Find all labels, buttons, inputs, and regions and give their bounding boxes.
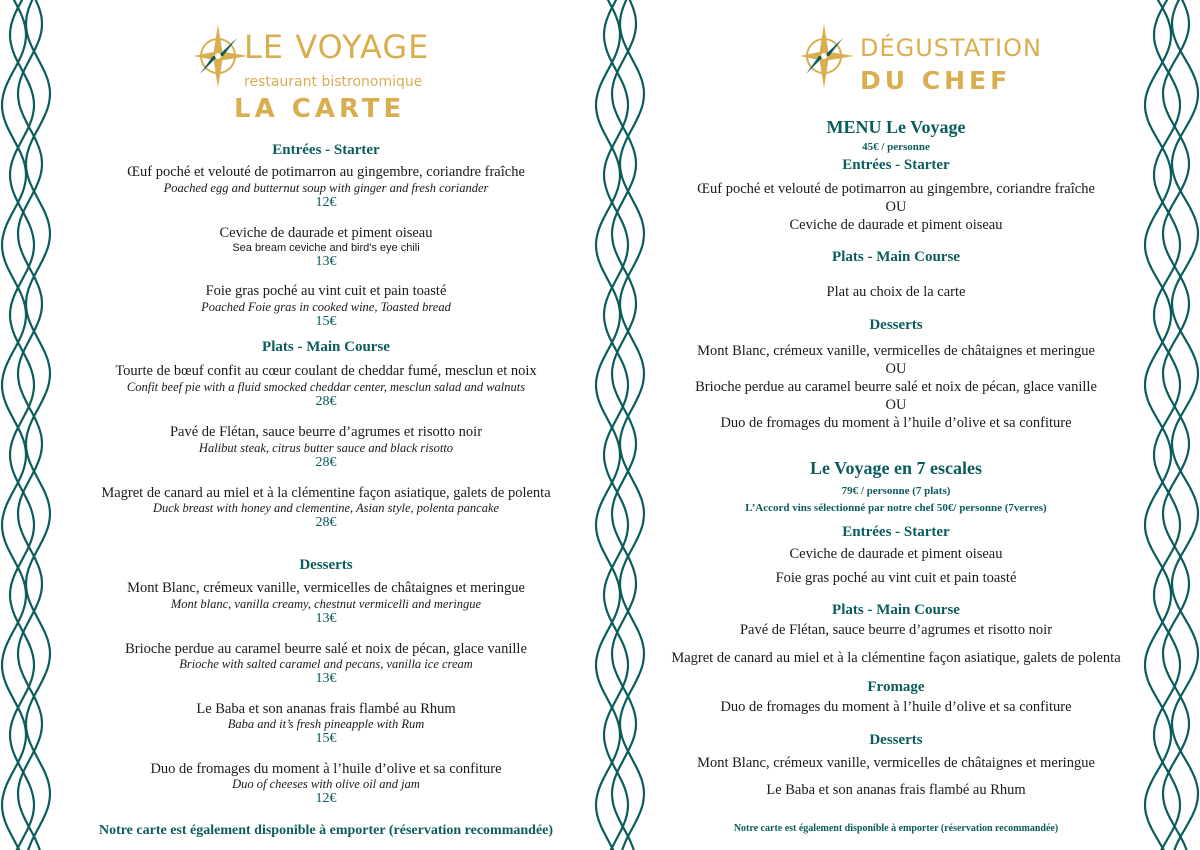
menu2-cheese-heading: Fromage bbox=[867, 679, 925, 695]
la-carte-title: LA CARTE bbox=[234, 94, 406, 124]
main-1-fr: Tourte de bœuf confit au cœur coulant de cheddar fumé, mesclun et noix bbox=[115, 363, 537, 379]
menu2-cheese: Duo de fromages du moment à l’huile d’olive et sa confiture bbox=[720, 699, 1072, 715]
menu1-main: Plat au choix de la carte bbox=[826, 284, 966, 300]
menu2-starter-2: Foie gras poché au vint cuit et pain toasté bbox=[775, 570, 1017, 586]
menu1-or-3: OU bbox=[885, 397, 907, 413]
du-chef-title: DU CHEF bbox=[860, 66, 1012, 95]
main-1-price: 28€ bbox=[315, 394, 337, 409]
main-2-price: 28€ bbox=[315, 455, 337, 470]
menu-voyage-price: 45€ / personne bbox=[862, 141, 930, 153]
menu1-dessert-1: Mont Blanc, crémeux vanille, vermicelles de châtaignes et meringue bbox=[697, 343, 1095, 359]
dessert-4-en: Duo of cheeses with olive oil and jam bbox=[232, 777, 420, 791]
menu1-or-1: OU bbox=[885, 199, 907, 215]
main-2-fr: Pavé de Flétan, sauce beurre d’agrumes et risotto noir bbox=[169, 424, 483, 440]
starter-2-en: Sea bream ceviche and bird's eye chili bbox=[232, 242, 420, 254]
menu-escales-price: 79€ / personne (7 plats) bbox=[841, 485, 951, 497]
menu1-mains-heading: Plats - Main Course bbox=[832, 249, 960, 265]
starter-3-fr: Foie gras poché au vint cuit et pain toasté bbox=[205, 283, 447, 299]
starter-1-fr: Œuf poché et velouté de potimarron au gingembre, coriandre fraîche bbox=[127, 164, 525, 180]
menu2-main-2: Magret de canard au miel et à la clémentine façon asiatique, galets de polenta bbox=[671, 650, 1121, 666]
brand-name: LE VOYAGE bbox=[244, 28, 430, 66]
brand-logo bbox=[192, 14, 432, 129]
la-carte-panel bbox=[52, 0, 600, 850]
main-3-fr: Magret de canard au miel et à la clémentine façon asiatique, galets de polenta bbox=[101, 485, 551, 501]
menu1-or-2: OU bbox=[885, 361, 907, 377]
starter-3-price: 15€ bbox=[315, 314, 337, 329]
menu2-main-1: Pavé de Flétan, sauce beurre d’agrumes et risotto noir bbox=[739, 622, 1053, 638]
dessert-4-fr: Duo de fromages du moment à l’huile d’olive et sa confiture bbox=[150, 761, 502, 777]
main-2-en: Halibut steak, citrus butter sauce and black risotto bbox=[198, 441, 454, 455]
dessert-3-price: 15€ bbox=[315, 731, 337, 746]
main-1-en: Confit beef pie with a fluid smocked cheddar center, mesclun salad and walnuts bbox=[126, 380, 526, 394]
starters-heading: Entrées - Starter bbox=[272, 142, 380, 158]
compass-rose-icon bbox=[798, 18, 856, 88]
dessert-1-fr: Mont Blanc, crémeux vanille, vermicelles de châtaignes et meringue bbox=[127, 580, 525, 596]
menu2-dessert-2: Le Baba et son ananas frais flambé au Rhum bbox=[766, 782, 1026, 798]
wave-line bbox=[2, 0, 26, 850]
takeaway-note-right: Notre carte est également disponible à emporter (réservation recommandée) bbox=[733, 823, 1059, 834]
menu1-dessert-3: Duo de fromages du moment à l’huile d’olive et sa confiture bbox=[720, 415, 1072, 431]
starter-1-price: 12€ bbox=[315, 195, 337, 210]
menu2-starters-heading: Entrées - Starter bbox=[842, 524, 950, 540]
menu1-starter-1: Œuf poché et velouté de potimarron au gingembre, coriandre fraîche bbox=[697, 181, 1095, 197]
menu-voyage-title: MENU Le Voyage bbox=[826, 117, 966, 137]
dessert-1-price: 13€ bbox=[315, 611, 337, 626]
desserts-heading: Desserts bbox=[299, 557, 353, 573]
menu2-desserts-heading: Desserts bbox=[869, 732, 923, 748]
menu2-dessert-1: Mont Blanc, crémeux vanille, vermicelles de châtaignes et meringue bbox=[697, 755, 1095, 771]
takeaway-note: Notre carte est également disponible à emporter (réservation recommandée) bbox=[98, 823, 554, 838]
starter-2-fr: Ceviche de daurade et piment oiseau bbox=[219, 225, 433, 241]
menu1-dessert-2: Brioche perdue au caramel beurre salé et noix de pécan, glace vanille bbox=[695, 379, 1097, 395]
menu2-mains-heading: Plats - Main Course bbox=[832, 602, 960, 618]
mains-heading: Plats - Main Course bbox=[262, 339, 390, 355]
wave-border-left bbox=[0, 0, 52, 850]
dessert-1-en: Mont blanc, vanilla creamy, chestnut vermicelli and meringue bbox=[170, 597, 482, 611]
compass-rose-icon bbox=[192, 18, 250, 88]
dessert-2-en: Brioche with salted caramel and pecans, vanilla ice cream bbox=[179, 657, 473, 671]
dessert-4-price: 12€ bbox=[315, 791, 337, 806]
menu1-desserts-heading: Desserts bbox=[869, 317, 923, 333]
wine-pairing-note: L’Accord vins sélectionné par notre chef 50€/ personne (7verres) bbox=[745, 502, 1047, 514]
starter-3-en: Poached Foie gras in cooked wine, Toasted bread bbox=[201, 300, 451, 314]
menu1-starters-heading: Entrées - Starter bbox=[842, 157, 950, 173]
starter-2-price: 13€ bbox=[315, 254, 337, 269]
degustation-panel bbox=[640, 0, 1152, 850]
degustation-title: DÉGUSTATION bbox=[860, 34, 1042, 62]
starter-1-en: Poached egg and butternut soup with ginger and fresh coriander bbox=[163, 181, 489, 195]
menu1-starter-2: Ceviche de daurade et piment oiseau bbox=[789, 217, 1003, 233]
dessert-3-en: Baba and it’s fresh pineapple with Rum bbox=[227, 717, 425, 731]
degustation-logo bbox=[798, 14, 1042, 104]
dessert-3-fr: Le Baba et son ananas frais flambé au Rhum bbox=[196, 701, 456, 717]
main-3-price: 28€ bbox=[315, 515, 337, 530]
menu2-starter-1: Ceviche de daurade et piment oiseau bbox=[789, 546, 1003, 562]
menu-escales-title: Le Voyage en 7 escales bbox=[810, 458, 982, 478]
dessert-2-price: 13€ bbox=[315, 671, 337, 686]
dessert-2-fr: Brioche perdue au caramel beurre salé et noix de pécan, glace vanille bbox=[125, 641, 527, 657]
main-3-en: Duck breast with honey and clementine, Asian style, polenta pancake bbox=[152, 501, 500, 515]
brand-subtitle: restaurant bistronomique bbox=[244, 74, 423, 90]
